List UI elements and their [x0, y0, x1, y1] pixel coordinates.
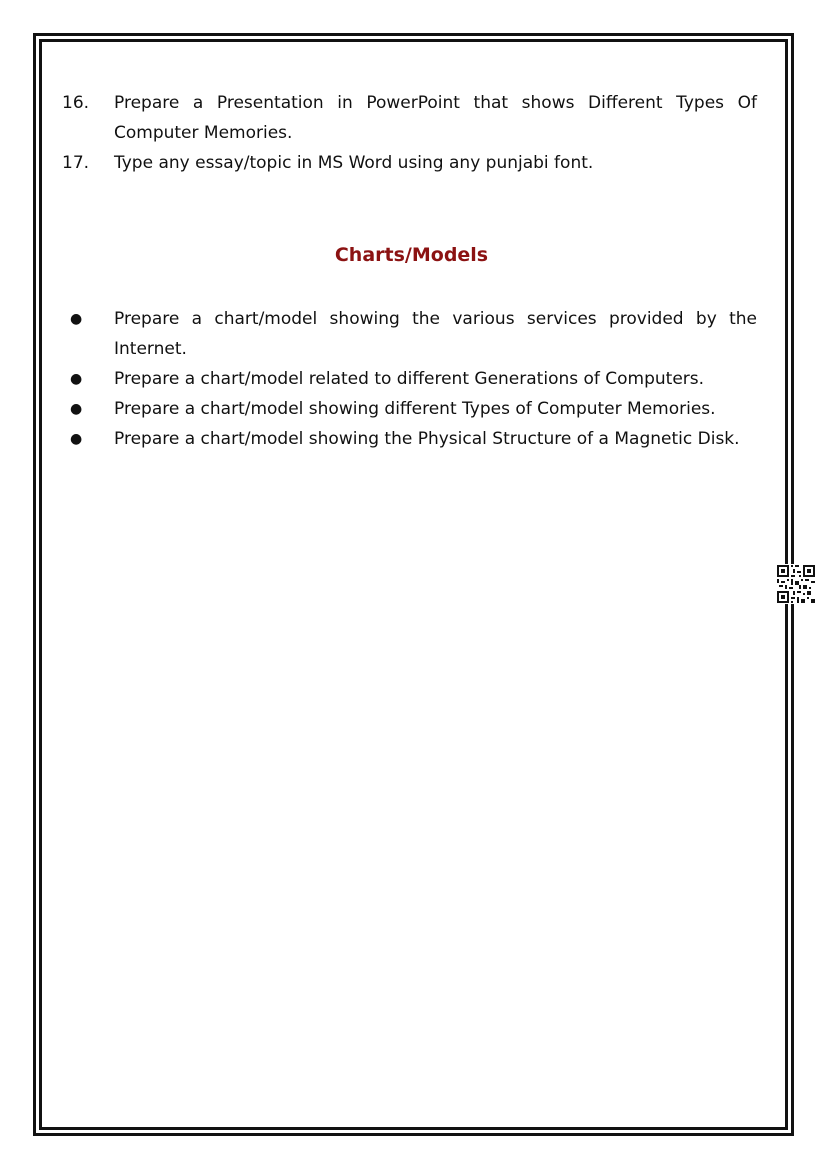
list-item [62, 394, 757, 424]
bullet-icon: ● [70, 311, 83, 327]
list-item-text: Prepare a chart/model showing different Types of Computer Memories. [114, 399, 716, 419]
item-text: Type any essay/topic in MS Word using any punjabi font. [114, 153, 594, 173]
list-item [62, 364, 757, 394]
section-heading: Charts/Models [334, 244, 489, 266]
bullet-icon: ● [70, 431, 83, 447]
list-item [62, 304, 757, 364]
item-number: 16. [62, 93, 90, 113]
numbered-item [62, 148, 757, 178]
list-item [62, 424, 757, 454]
list-item-text: Prepare a chart/model showing the Physical Structure of a Magnetic Disk. [114, 429, 740, 449]
item-number: 17. [62, 153, 90, 173]
list-item-text: Prepare a chart/model showing the various services provided by the Internet. [114, 309, 757, 359]
numbered-item [62, 88, 757, 148]
qr-code-icon[interactable] [776, 564, 816, 604]
bullet-icon: ● [70, 401, 83, 417]
list-item-text: Prepare a chart/model related to different Generations of Computers. [114, 369, 705, 389]
item-text: Prepare a Presentation in PowerPoint that shows Different Types Of Computer Memories. [114, 93, 757, 143]
bullet-list [62, 304, 757, 454]
bullet-icon: ● [70, 371, 83, 387]
page-content [62, 88, 757, 454]
